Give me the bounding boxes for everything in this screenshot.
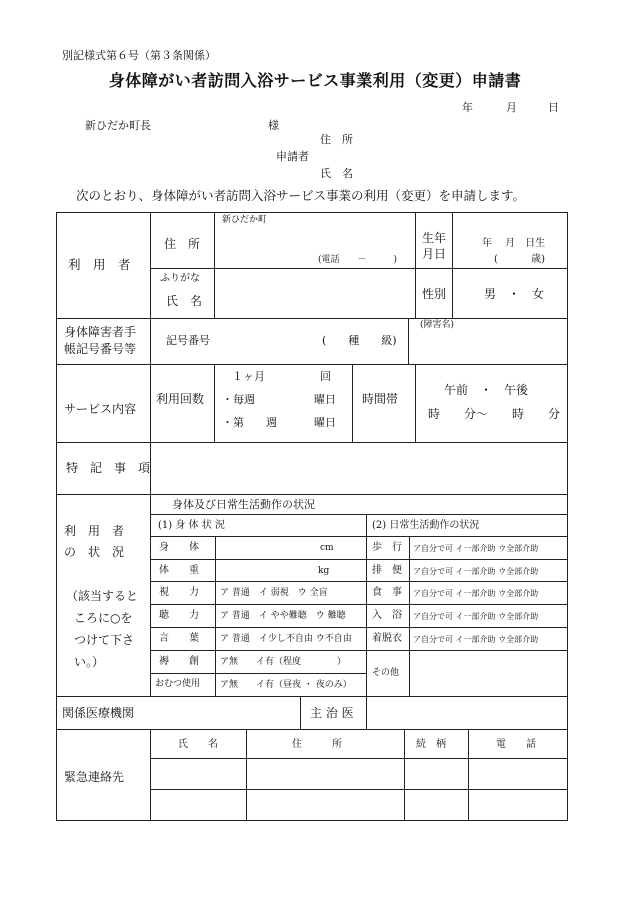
daily-activity-value[interactable]: ア自分で可 イ一部介助 ウ全部介助	[413, 589, 539, 598]
emergency-contact-label: 緊急連絡先	[64, 770, 125, 784]
ampm-options[interactable]: 午前 ・ 午後	[444, 383, 529, 397]
attending-doctor-label: 主 治 医	[310, 706, 354, 720]
birth-label-2: 月日	[422, 247, 447, 261]
usage-count-label: 利用回数	[156, 392, 205, 406]
weekly-weekday-suffix: 曜日	[314, 393, 336, 406]
medical-institution-label: 関係医療機関	[62, 706, 135, 720]
handbook-grade-field[interactable]: ( 種 級)	[322, 334, 397, 347]
daily-activity-label: 排 便	[372, 565, 402, 576]
daily-activity-label: 入 浴	[372, 610, 402, 621]
body-status-value[interactable]: kg	[318, 566, 330, 576]
daily-activity-value[interactable]: ア自分で可 イ一部介助 ウ全部介助	[413, 544, 539, 553]
honorific: 様	[268, 119, 279, 132]
status-label-2: の 状 況	[64, 545, 125, 559]
user-town-prefill: 新ひだか町	[222, 215, 268, 225]
nth-week-weekday-suffix: 曜日	[314, 416, 336, 429]
emergency-col-name: 氏 名	[178, 739, 218, 750]
date-year: 年	[462, 101, 473, 114]
handbook-number-label: 記号番号	[166, 334, 210, 347]
birth-date-field[interactable]: 年 月 日生	[482, 238, 546, 249]
handbook-label-1: 身体障害者手	[64, 325, 137, 339]
intro-text: 次のとおり、身体障がい者訪問入浴サービス事業の利用（変更）を申請します。	[76, 188, 526, 203]
date-day: 日	[548, 101, 559, 114]
birth-label-1: 生年	[422, 231, 447, 245]
date-month: 月	[506, 101, 517, 114]
body-status-value[interactable]: ア 普通 イ やや難聴 ウ 難聴	[220, 611, 346, 621]
applicant-address-label: 住 所	[320, 133, 353, 146]
emergency-col-phone: 電 話	[496, 739, 536, 750]
gender-label: 性別	[422, 287, 447, 301]
disability-name-label: (障害名)	[420, 320, 455, 330]
timeslot-label: 時間帯	[362, 392, 399, 406]
weekly-prefix[interactable]: ・毎週	[222, 393, 255, 406]
handbook-label-2: 帳記号番号等	[64, 342, 137, 356]
body-status-label: 視 力	[159, 587, 199, 598]
status-section-title: 身体及び日常生活動作の状況	[172, 498, 315, 511]
applicant-label: 申請者	[276, 150, 309, 163]
addressee: 新ひだか町長	[85, 119, 151, 132]
daily-activity-label: その他	[372, 668, 400, 678]
body-status-label: 言 葉	[159, 633, 199, 644]
status-instruction-1: （該当すると	[66, 589, 139, 603]
gender-options[interactable]: 男 ・ 女	[484, 287, 545, 301]
notes-label: 特 記 事 項	[66, 461, 151, 475]
body-status-value[interactable]: ア 普通 イ 弱視 ウ 全盲	[220, 588, 328, 598]
form-number: 別記様式第６号（第３条関係）	[62, 49, 216, 62]
status-label-1: 利 用 者	[64, 524, 125, 538]
body-status-label: 褥 創	[159, 656, 199, 667]
daily-activity-value[interactable]: ア自分で可 イ一部介助 ウ全部介助	[413, 635, 539, 644]
status-instruction-3: つけて下さ	[74, 633, 135, 647]
body-status-value[interactable]: ア無 イ有（昼夜 ・ 夜のみ）	[220, 680, 352, 690]
page-title: 身体障がい者訪問入浴サービス事業利用（変更）申請書	[108, 71, 522, 90]
service-section-label: サービス内容	[64, 402, 137, 416]
body-status-value[interactable]: ア 普通 イ少し不自由 ウ不自由	[220, 634, 352, 644]
body-status-value[interactable]: ア無 イ有（程度 ）	[220, 657, 347, 667]
body-status-label: おむつ使用	[155, 679, 201, 689]
body-status-label: 聴 力	[159, 610, 199, 621]
application-form-table	[56, 212, 568, 821]
user-furigana-label: ふりがな	[160, 273, 200, 284]
daily-activity-value[interactable]: ア自分で可 イ一部介助 ウ全部介助	[413, 567, 539, 576]
emergency-col-address: 住 所	[292, 739, 342, 750]
body-status-label: 身 体	[159, 542, 199, 553]
daily-activity-label: 着脱衣	[372, 633, 402, 644]
monthly-count-field[interactable]: １ヶ月 回	[232, 370, 331, 383]
daily-activity-label: 食 事	[372, 587, 402, 598]
nth-week-prefix[interactable]: ・第 週	[222, 416, 277, 429]
daily-activity-label: 歩 行	[372, 542, 402, 553]
user-address-label: 住 所	[164, 237, 201, 251]
body-status-value[interactable]: cm	[320, 543, 334, 553]
status-instruction-4: い。）	[74, 655, 105, 669]
applicant-name-label: 氏 名	[320, 167, 353, 180]
daily-activity-value[interactable]: ア自分で可 イ一部介助 ウ全部介助	[413, 612, 539, 621]
body-status-label: 体 重	[159, 565, 199, 576]
body-status-title: (1) 身 体 状 況	[158, 520, 225, 531]
status-instruction-2: ころに○を	[74, 611, 133, 625]
user-name-label: 氏 名	[166, 294, 203, 308]
user-phone-hint: (電話 － )	[318, 255, 398, 265]
user-section-label: 利 用 者	[68, 257, 131, 272]
time-range-field[interactable]: 時 分～ 時 分	[428, 407, 561, 421]
age-field[interactable]: ( 歳)	[494, 254, 545, 265]
daily-activity-title: (2) 日常生活動作の状況	[372, 520, 480, 531]
emergency-col-relation: 続 柄	[416, 739, 446, 750]
